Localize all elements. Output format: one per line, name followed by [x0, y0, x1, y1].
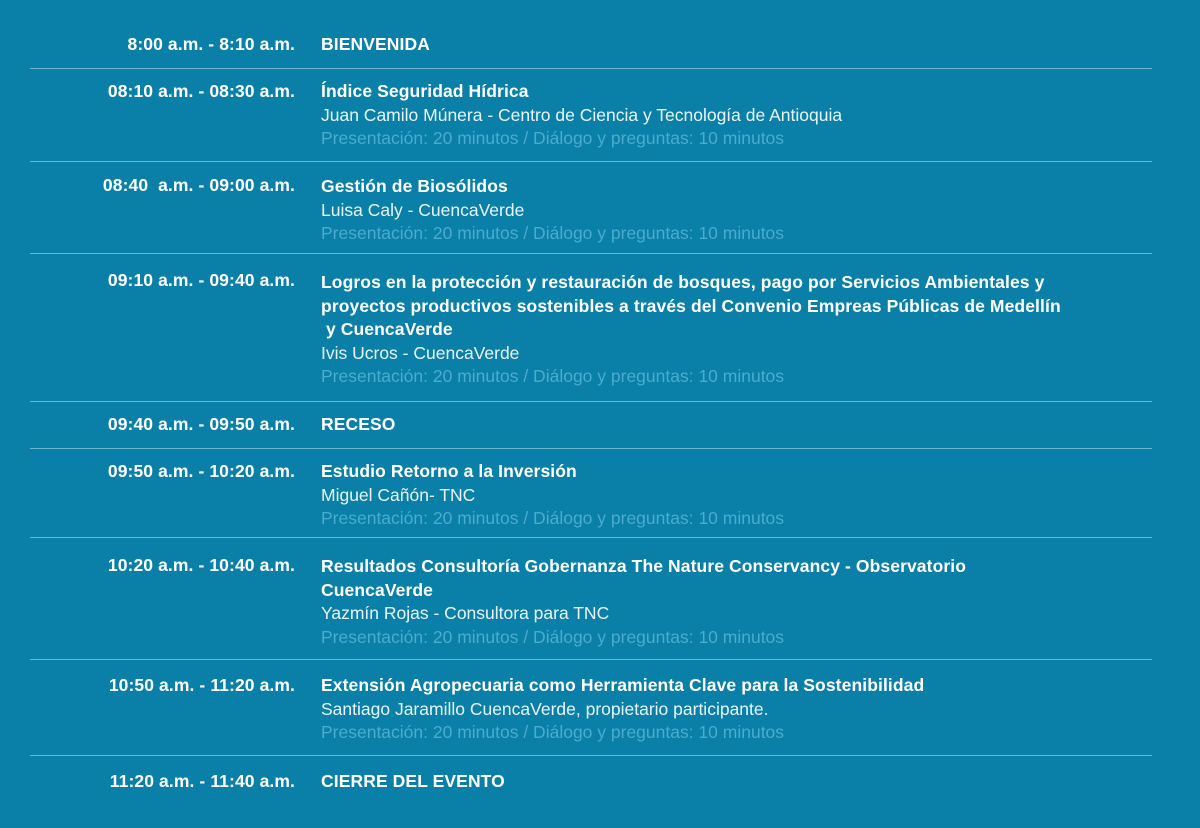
- session-title: Gestión de Biosólidos: [321, 176, 508, 196]
- session-time: 08:40 a.m. - 09:00 a.m.: [102, 175, 295, 195]
- agenda-row-cierre-evento: [30, 756, 1152, 828]
- session-duration: Presentación: 20 minutos / Diálogo y preguntas: 10 minutos: [321, 366, 785, 386]
- session-title-line: Resultados Consultoría Gobernanza The Nature Conservancy - Observatorio: [321, 556, 967, 576]
- session-speaker: Luisa Caly - CuencaVerde: [321, 199, 525, 220]
- session-duration: Presentación: 20 minutos / Diálogo y preguntas: 10 minutos: [321, 722, 785, 742]
- agenda-row-logros-proteccion-bosques: [30, 254, 1152, 402]
- session-title-line: y CuencaVerde: [321, 319, 453, 339]
- session-duration: Presentación: 20 minutos / Diálogo y preguntas: 10 minutos: [321, 223, 785, 243]
- session-speaker: Juan Camilo Múnera - Centro de Ciencia y Tecnología de Antioquia: [321, 104, 843, 125]
- agenda-row-gestion-biosolidos: [30, 162, 1152, 254]
- session-title: Extensión Agropecuaria como Herramienta Clave para la Sostenibilidad: [321, 675, 925, 695]
- session-time: 09:40 a.m. - 09:50 a.m.: [107, 414, 295, 434]
- agenda-row-estudio-retorno-inversion: [30, 449, 1152, 538]
- session-title-line: CuencaVerde: [321, 579, 433, 600]
- session-duration: Presentación: 20 minutos / Diálogo y preguntas: 10 minutos: [321, 128, 785, 148]
- session-speaker: Miguel Cañón- TNC: [321, 484, 476, 505]
- session-time: 09:10 a.m. - 09:40 a.m.: [107, 270, 295, 290]
- session-title-line: Logros en la protección y restauración de bosques, pago por Servicios Ambientales y: [321, 272, 1045, 292]
- session-title: Índice Seguridad Hídrica: [321, 81, 529, 101]
- session-title: RECESO: [321, 414, 396, 434]
- agenda-row-receso: [30, 402, 1152, 449]
- session-speaker: Yazmín Rojas - Consultora para TNC: [321, 603, 610, 623]
- session-time: 8:00 a.m. - 8:10 a.m.: [127, 34, 295, 54]
- session-title: Estudio Retorno a la Inversión: [321, 461, 577, 481]
- session-duration: Presentación: 20 minutos / Diálogo y preguntas: 10 minutos: [321, 508, 785, 528]
- session-duration: Presentación: 20 minutos / Diálogo y preguntas: 10 minutos: [321, 626, 785, 647]
- session-time: 09:50 a.m. - 10:20 a.m.: [107, 461, 295, 481]
- session-title: BIENVENIDA: [321, 34, 430, 54]
- agenda-row-bienvenida: [30, 0, 1152, 69]
- session-time: 10:50 a.m. - 11:20 a.m.: [108, 675, 295, 695]
- session-speaker: Ivis Ucros - CuencaVerde: [321, 342, 520, 363]
- session-title-line: proyectos productivos sostenibles a través del Convenio Empreas Públicas de Medellín: [321, 295, 1061, 316]
- session-speaker: Santiago Jaramillo CuencaVerde, propietario participante.: [321, 698, 769, 719]
- agenda-row-indice-seguridad-hidrica: [30, 69, 1152, 162]
- session-time: 10:20 a.m. - 10:40 a.m.: [107, 555, 295, 575]
- session-title: CIERRE DEL EVENTO: [321, 771, 505, 791]
- session-time: 08:10 a.m. - 08:30 a.m.: [107, 81, 295, 101]
- agenda-row-extension-agropecuaria: [30, 660, 1152, 756]
- session-time: 11:20 a.m. - 11:40 a.m.: [109, 771, 295, 791]
- agenda-row-resultados-consultoria: [30, 538, 1152, 660]
